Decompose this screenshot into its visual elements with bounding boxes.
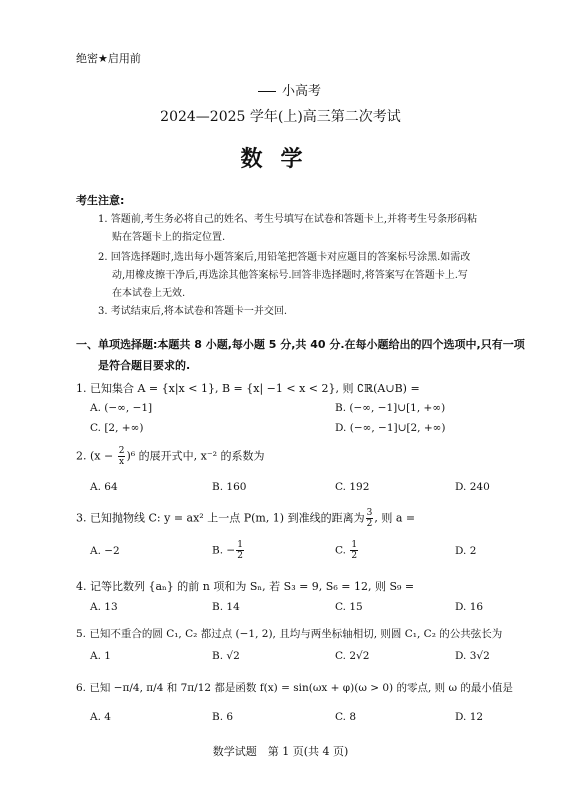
- option-a: A. 1: [90, 650, 111, 662]
- option-a: A. 13: [90, 601, 118, 613]
- option-b: B. 14: [212, 601, 240, 613]
- notice-item: 在本试卷上无效.: [112, 288, 186, 299]
- confidential-label: 绝密★启用前: [76, 52, 141, 65]
- notice-item: 动,用橡皮擦干净后,再选涂其他答案标号.回答非选择题时,将答案写在答题卡上.写: [112, 270, 468, 281]
- fraction: $\frac{3}{2}$: [366, 508, 373, 529]
- question-stem: 5. 已知不重合的圆 C₁, C₂ 都过点 (−1, 2), 且均与两坐标轴相切, 则圆 C₁, C₂ 的公共弦长为: [76, 628, 503, 640]
- option-c: C. 2√2: [335, 650, 370, 662]
- section-heading: 一、单项选择题:本题共 8 小题,每小题 5 分,共 40 分.在每小题给出的四个选项中,只有一项: [76, 338, 525, 351]
- subject-title: 数学: [240, 146, 321, 172]
- option-c: C. [2, +∞): [90, 422, 144, 434]
- option-d: D. (−∞, −1]∪[2, +∞): [335, 422, 446, 434]
- option-b: B. 160: [212, 481, 247, 493]
- option-b: B. (−∞, −1]∪[1, +∞): [335, 402, 446, 414]
- option-d: D. 2: [455, 545, 477, 557]
- option-d: D. 16: [455, 601, 484, 613]
- notice-item: 3. 考试结束后,将本试卷和答题卡一并交回.: [98, 306, 288, 317]
- notice-item: 1. 答题前,考生务必将自己的姓名、考生号填写在试卷和答题卡上,并将考生号条形码粘: [98, 214, 478, 225]
- question-stem: 6. 已知 −π/4, π/4 和 7π/12 都是函数 f(x) = sin(ωx + φ)(ω > 0) 的零点, 则 ω 的最小值是: [76, 682, 513, 694]
- section-heading-cont: 是符合题目要求的.: [98, 359, 191, 372]
- option-d: D. 3√2: [455, 650, 490, 662]
- option-d: D. 240: [455, 481, 490, 493]
- option-c: C. 15: [335, 601, 363, 613]
- question-stem: 2. (x − $\frac{2}{x}$ )⁶ 的展开式中, x⁻² 的系数为: [76, 446, 265, 467]
- question-stem: 4. 记等比数列 {aₙ} 的前 n 项和为 Sₙ, 若 S₃ = 9, S₆ = 12, 则 S₉ =: [76, 580, 415, 593]
- notice-item: 2. 回答选择题时,选出每小题答案后,用铅笔把答题卡对应题目的答案标号涂黑.如需改: [98, 252, 471, 263]
- option-c: C. $\frac{1}{2}$: [335, 540, 358, 561]
- question-stem: 1. 已知集合 A = {x|x < 1}, B = {x| −1 < x < 2}, 则 ∁ℝ(A∪B) =: [76, 382, 420, 395]
- option-b: B. − $\frac{1}{2}$: [212, 540, 243, 561]
- blank-line: [258, 91, 276, 92]
- option-a: A. 64: [90, 481, 118, 493]
- exam-title: 2024—2025 学年(上)高三第二次考试: [160, 109, 401, 125]
- question-stem: 3. 已知抛物线 C: y = ax² 上一点 P(m, 1) 到准线的距离为 $\frac{3}{2}$ , 则 a =: [76, 508, 416, 529]
- option-d: D. 12: [455, 711, 484, 723]
- option-b: B. 6: [212, 711, 234, 723]
- option-a: A. 4: [90, 711, 111, 723]
- option-c: C. 192: [335, 481, 370, 493]
- brand-title: [258, 80, 321, 99]
- option-a: A. (−∞, −1]: [90, 402, 153, 414]
- option-b: B. √2: [212, 650, 240, 662]
- brand-text: 小高考: [282, 84, 322, 99]
- option-a: A. −2: [90, 545, 120, 557]
- option-c: C. 8: [335, 711, 357, 723]
- notice-item: 贴在答题卡上的指定位置.: [112, 232, 226, 243]
- fraction: $\frac{2}{x}$: [118, 446, 125, 467]
- page-footer: 数学试题 第 1 页(共 4 页): [212, 745, 349, 758]
- notice-heading: 考生注意:: [76, 194, 125, 207]
